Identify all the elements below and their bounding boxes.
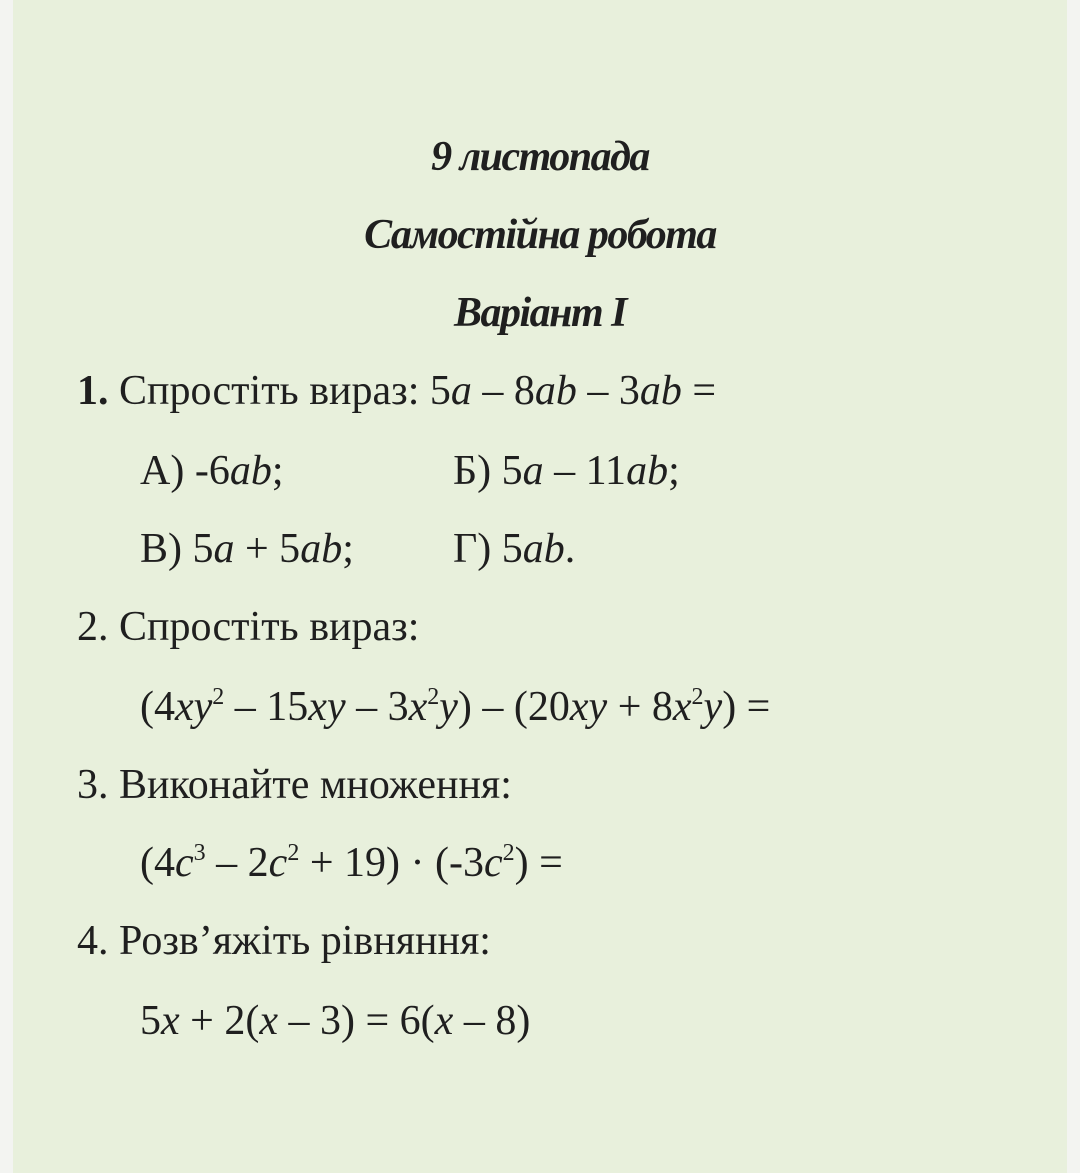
- task-3-number: 3.: [77, 762, 109, 808]
- option-a-label: А): [140, 448, 185, 494]
- variant-heading: Варіант І: [453, 290, 626, 336]
- worksheet-page: [13, 0, 1067, 1173]
- task-2-expression: $(4xy^2 - 15xy - 3x^2y) - (20xy + 8x^2y)$ =: [140, 684, 771, 730]
- option-b-value: 5a – 11ab;: [501, 448, 680, 494]
- task-3-expression: $(4c^3 - 2c^2 + 19) \cdot (-3c^2)$ =: [140, 840, 563, 886]
- task-1: [77, 370, 716, 412]
- option-d-label: Г): [453, 526, 492, 572]
- option-c-value: 5a + 5ab;: [192, 526, 354, 572]
- task-2-prompt: Спростіть вираз:: [119, 604, 420, 650]
- task-3-prompt: Виконайте множення:: [119, 762, 512, 808]
- date-heading: 9 листопада: [431, 134, 649, 180]
- task-3: [77, 764, 512, 806]
- task-4: [77, 920, 491, 962]
- task-1-option-a: [140, 450, 284, 492]
- option-c-label: В): [140, 526, 182, 572]
- task-2-number: 2.: [77, 604, 109, 650]
- task-1-option-b: [453, 450, 680, 492]
- option-b-label: Б): [453, 448, 492, 494]
- task-4-expression: 5x + 2(x – 3) = 6(x – 8): [140, 998, 531, 1044]
- worksheet-title: Самостійна робота: [364, 212, 716, 258]
- task-1-option-c: [140, 528, 354, 570]
- task-1-prompt: Спростіть вираз:: [119, 368, 420, 414]
- task-1-number: 1.: [77, 368, 109, 414]
- option-a-value: -6ab;: [194, 448, 284, 494]
- option-d-value: 5ab.: [501, 526, 576, 572]
- task-1-option-d: [453, 528, 575, 570]
- task-2: [77, 606, 419, 648]
- task-1-expression: 5a – 8ab – 3ab =: [429, 368, 717, 414]
- task-4-number: 4.: [77, 918, 109, 964]
- task-4-prompt: Розв’яжіть рівняння:: [119, 918, 491, 964]
